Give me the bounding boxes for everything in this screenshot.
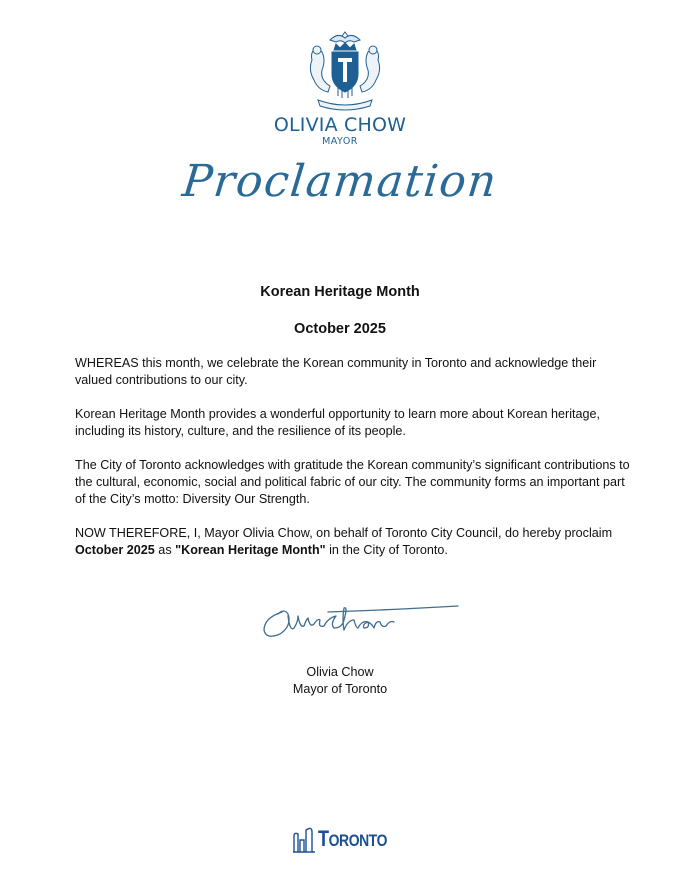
proclaim-intro: NOW THEREFORE, I, Mayor Olivia Chow, on behalf of Toronto City Council, do hereby proclaim — [75, 526, 613, 540]
handwritten-signature — [258, 598, 463, 644]
mayor-title-label: MAYOR — [322, 136, 358, 147]
mayor-name-heading: OLIVIA CHOW — [273, 114, 407, 136]
proclaim-outro: in the City of Toronto. — [325, 543, 448, 558]
proclaim-name: "Korean Heritage Month" — [175, 543, 326, 558]
coat-of-arms-icon — [302, 30, 388, 112]
acknowledgement-paragraph: The City of Toronto acknowledges with gratitude the Korean community’s significant contributions to the cultural, economic, social and political fabric of our city. The community forms an important part of the City’s motto: Diversity Our Strength. — [75, 458, 630, 507]
proclaim-paragraph — [75, 525, 635, 559]
proclaim-date: October 2025 — [75, 543, 155, 558]
event-title: Korean Heritage Month — [260, 284, 420, 300]
whereas-paragraph: WHEREAS this month, we celebrate the Korean community in Toronto and acknowledge their valued contributions to our city. — [75, 356, 597, 388]
proclamation-title: Proclamation — [180, 156, 500, 207]
signer-name: Olivia Chow — [306, 665, 374, 679]
proclaim-as: as — [154, 543, 176, 558]
toronto-wordmark — [318, 826, 387, 852]
city-hall-towers-icon — [292, 826, 316, 854]
opportunity-paragraph: Korean Heritage Month provides a wonderful opportunity to learn more about Korean heritage, including its history, culture, and the resilience of its people. — [75, 407, 601, 439]
toronto-wordmark-initial: T — [318, 826, 329, 851]
event-date: October 2025 — [294, 321, 386, 337]
signer-title: Mayor of Toronto — [292, 682, 388, 696]
toronto-wordmark-rest: ORONTO — [328, 831, 388, 850]
